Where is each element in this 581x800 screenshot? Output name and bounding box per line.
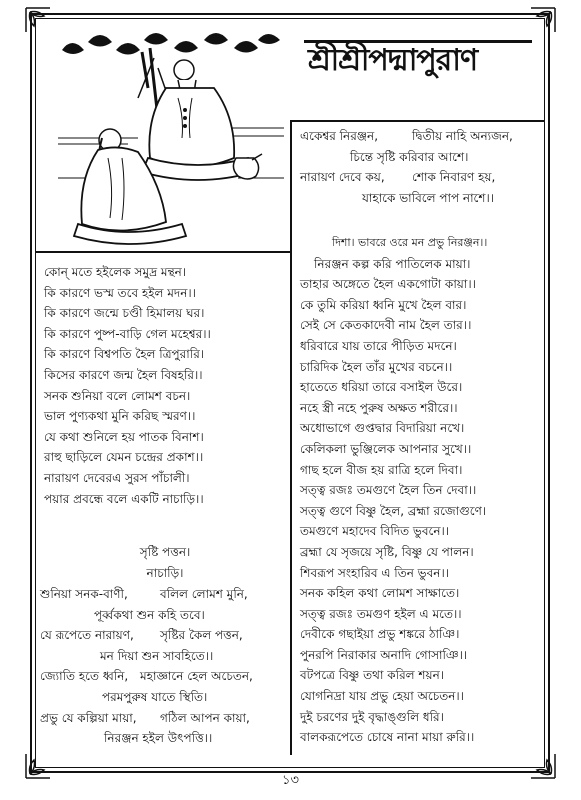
section-subheading: নাচাড়ি। [146,565,184,580]
verse-line: গাছ হলে বীজ হয় রাত্রি হলে দিবা। [300,462,463,477]
verse-line: ধরিবারে যায় তারে পীড়িত মদনে। [300,338,457,353]
verse-line: পরমপুরুষ যাতে স্থিতি। [102,689,208,704]
verse-line: কি কারণে বিশ্বপতি হৈল ত্রিপুরারি। [44,347,205,362]
verse-line: ব্রহ্মা যে সৃজয়ে সৃষ্টি, বিষ্ণু যে পালন। [300,544,474,559]
verse-line: সেই সে কেতকাদেবী নাম হৈল তার।। [300,318,472,333]
verse-line: মন দিয়া শুন সাবহিতে।। [100,648,214,663]
section-heading: সৃষ্টি পত্তন। [139,545,191,559]
verse-line: নারায়ণ দেবে কয়, শোক নিবারণ হয়, [300,170,496,185]
verse-line: পুনরপি নিরাকার অনাদি গোসাঞি।। [300,647,468,662]
verse-line: বালকরূপেতে চোষে নানা মায়া রুরি।। [300,730,475,745]
verse-line: নারায়ণ দেবেরএ সুরস পাঁচালী। [44,470,190,485]
column-divider [290,120,292,755]
title-divider [290,120,545,122]
verse-line: সত্ত্ব রজঃ তমগুণ হইল এ মতে।। [300,606,462,621]
top-right-verse [300,126,540,208]
verse-line: ভাল পুণ্যকথা মুনি করিছ স্মরণ।। [44,409,196,424]
page-title: শ্রীশ্রীপদ্মাপুরাণ [308,43,478,78]
verse-line: কেলিকলা ভুঞ্জিলেক আপনার সুখে।। [300,441,472,456]
verse-line: শুনিয়া সনক-বাণী, বলিল লোমশ মুনি, [40,587,248,601]
verse-line: তাহার অঙ্গেতে হৈল একগোটা কায়া।। [300,277,476,292]
verse-line: কি কারণে জন্মে চণ্ডী হিমালয় ঘর। [44,306,205,321]
left-lower-verses [40,584,290,749]
left-upper-verses [44,262,284,509]
verse-line: চিন্তে সৃষ্টি করিবার আশে। [350,149,469,164]
verse-line: যোগনিদ্রা যায় প্রভু হেয়া অচেতন।। [300,689,464,704]
verse-line: চারিদিক হৈল তাঁর মুখের বচনে।। [300,359,453,374]
verse-line: নিরঞ্জন কল্প করি পাতিলেক মায়া। [314,256,471,271]
corner-ornament-top-right [529,6,557,34]
verse-line: পূর্ব্বকথা শুন কহি তবে। [94,607,205,622]
verse-line: যে কথা শুনিলে হয় পাতক বিনাশ। [44,429,204,444]
corner-ornament-top-left [24,6,52,34]
verse-line: সত্ত্ব গুণে বিষ্ণু হৈল, ব্রহ্মা রজোগুণে। [300,503,487,518]
verse-line: কে তুমি করিয়া ধ্বনি মুখে হৈল বার। [300,297,467,312]
verse-line: কি কারণে ভস্ম তবে হইল মদন।। [44,285,196,300]
page-number: ১৩ [282,773,299,788]
verse-line: বটপত্রে বিষ্ণু তথা করিল শয়ন। [300,668,445,683]
verse-line: জ্যোতি হতে ধ্বনি, মহাজ্ঞানে হেল অচেতন, [40,669,253,684]
verse-line: রাহু ছাড়িলে যেমন চন্দ্রের প্রকাশ।। [44,450,204,465]
verse-line: দেবীকে গছাইয়া প্রভু শঙ্করে ঠাঞি। [300,627,460,642]
sage-illustration [58,28,284,248]
verse-line: সত্ত্ব রজঃ তমগুণে হৈল তিন দেবা।। [300,483,477,498]
verse-line: সনক শুনিয়া বলে লোমশ বচন। [44,388,191,403]
verse-line: নিরঞ্জন হইল উৎপত্তি।। [104,731,213,746]
illustration-divider [35,251,290,253]
verse-line: তমগুণে মহাদেব বিদিত ভুবনে।। [300,524,450,539]
verse-line: সনক কহিল কথা লোমশ সাক্ষাতে। [300,586,460,601]
refrain-heading: দিশা। ভাবরে ওরে মন প্রভু নিরঞ্জন।। [332,236,488,249]
verse-line: অধোভাগে গুপ্তদ্বার বিদারিয়া নখে। [300,421,465,436]
verse-line: শিবরূপ সংহারিব এ তিন ভুবন।। [300,565,450,580]
verse-line: যাহাকে ভাবিলে পাপ নাশে।। [362,190,495,205]
verse-line: পয়ার প্রবন্ধে বলে একটি নাচাড়ি।। [44,491,204,506]
verse-line: দুই চরণের দুই বৃদ্ধাঙ্গুলি ধরি। [300,709,444,724]
verse-line: প্রভু যে কল্পিয়া মায়া, গঠিল আপন কায়া, [40,710,250,725]
verse-line: হাতেতে ধরিয়া তারে বসাইল উরে। [300,380,463,395]
verse-line: কোন্ মতে হইলেক সমুদ্র মন্থন। [44,265,187,279]
title-block [300,36,535,84]
verse-line: কিসের কারণে জন্ম হৈল বিষহরি।। [44,367,203,382]
verse-line: নহে স্ত্রী নহে পুরুষ অক্ষত শরীরে।। [300,400,458,415]
section-heading-block [40,542,290,583]
verse-line: কি কারণে পুষ্প-বাড়ি গেল মহেশ্বর।। [44,326,211,341]
verse-line: যে রূপেতে নারায়ণ, সৃষ্টির কৈল পত্তন, [40,628,243,643]
right-verses [300,233,540,748]
verse-line: একেশ্বর নিরঞ্জন, দ্বিতীয় নাহি অন্যজন, [300,129,513,143]
